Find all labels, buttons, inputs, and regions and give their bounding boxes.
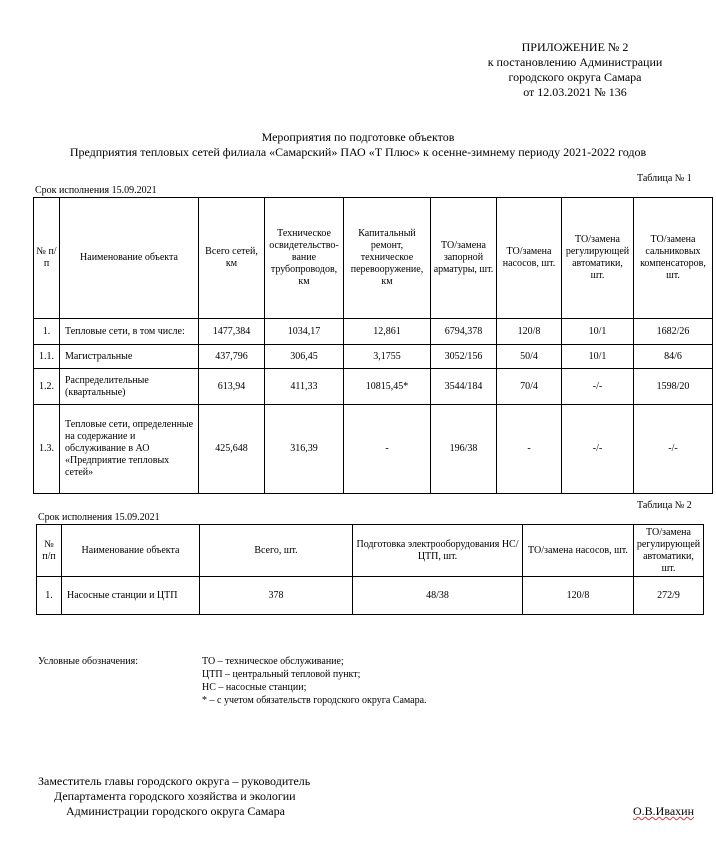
cell-total: 378 (200, 577, 353, 615)
table2-header-num: № п/п (37, 525, 62, 577)
cell-compensators: 1682/26 (634, 319, 713, 345)
cell-pumps: 120/8 (497, 319, 562, 345)
cell-inspection: 316,39 (265, 405, 344, 494)
cell-automation: 10/1 (562, 345, 634, 369)
table-row (34, 405, 713, 494)
cell-num: 1.1. (34, 345, 60, 369)
cell-compensators: -/- (634, 405, 713, 494)
cell-pumps: - (497, 405, 562, 494)
legend-label: Условные обозначения: (38, 656, 139, 667)
legend-item: ТО – техническое обслуживание; (202, 656, 344, 667)
table2-deadline: Срок исполнения 15.09.2021 (38, 512, 160, 523)
table2-label: Таблица № 2 (637, 500, 692, 511)
legend-list (202, 655, 602, 707)
table2-header-pumps: ТО/замена насосов, шт. (523, 525, 634, 577)
cell-name: Магистральные (60, 345, 199, 369)
cell-name: Распределительные (квартальные) (60, 369, 199, 405)
signature-line-2: Департамента городского хозяйства и экологии (54, 789, 296, 803)
table-row (34, 345, 713, 369)
table1-deadline: Срок исполнения 15.09.2021 (35, 185, 157, 196)
cell-inspection: 306,45 (265, 345, 344, 369)
table2-header-name: Наименование объекта (62, 525, 200, 577)
cell-pumps: 120/8 (523, 577, 634, 615)
legend-item: ЦТП – центральный тепловой пункт; (202, 669, 361, 680)
table1-header-pumps: ТО/замена насосов, шт. (497, 198, 562, 319)
cell-automation: -/- (562, 369, 634, 405)
cell-automation: 272/9 (634, 577, 704, 615)
appendix-header (440, 40, 710, 100)
cell-num: 1. (34, 319, 60, 345)
table1-header-num: № п/п (34, 198, 60, 319)
cell-automation: -/- (562, 405, 634, 494)
table1-header-row (34, 198, 713, 319)
table1-header-automation: ТО/замена регулирующей автоматики, шт. (562, 198, 634, 319)
cell-repair: 3,1755 (344, 345, 431, 369)
table1-header-total: Всего сетей, км (199, 198, 265, 319)
cell-inspection: 1034,17 (265, 319, 344, 345)
title-line-2: Предприятия тепловых сетей филиала «Самарский» ПАО «Т Плюс» к осенне-зимнему периоду 2021-2022 годов (69, 145, 647, 159)
cell-valves: 3052/156 (431, 345, 497, 369)
cell-valves: 3544/184 (431, 369, 497, 405)
cell-total: 613,94 (199, 369, 265, 405)
table2-header-electrical: Подготовка электрооборудования НС/ЦТП, шт. (353, 525, 523, 577)
cell-compensators: 84/6 (634, 345, 713, 369)
cell-num: 1. (37, 577, 62, 615)
cell-valves: 196/38 (431, 405, 497, 494)
legend-item: * – с учетом обязательств городского округа Самара. (202, 695, 427, 706)
cell-valves: 6794,378 (431, 319, 497, 345)
cell-repair: - (344, 405, 431, 494)
cell-electrical: 48/38 (353, 577, 523, 615)
signature-line-3: Администрации городского округа Самара (66, 804, 285, 818)
table1-header-valves: ТО/замена запорной арматуры, шт. (431, 198, 497, 319)
appendix-line-2: к постановлению Администрации (487, 55, 663, 69)
table-row (34, 369, 713, 405)
table1-header-name: Наименование объекта (60, 198, 199, 319)
cell-automation: 10/1 (562, 319, 634, 345)
table1-label: Таблица № 1 (637, 173, 692, 184)
cell-repair: 12,861 (344, 319, 431, 345)
table-row (37, 577, 704, 615)
cell-inspection: 411,33 (265, 369, 344, 405)
cell-name: Насосные станции и ЦТП (62, 577, 200, 615)
appendix-line-3: городского округа Самара (508, 70, 642, 84)
table2-header-automation: ТО/замена регулирующей автоматики, шт. (634, 525, 704, 577)
cell-num: 1.3. (34, 405, 60, 494)
table-row (34, 319, 713, 345)
cell-total: 425,648 (199, 405, 265, 494)
signature-line-1: Заместитель главы городского округа – руководитель (38, 774, 311, 788)
legend-item: НС – насосные станции; (202, 682, 307, 693)
table2-header-row (37, 525, 704, 577)
cell-repair: 10815,45* (344, 369, 431, 405)
cell-pumps: 50/4 (497, 345, 562, 369)
table-2 (36, 524, 704, 615)
cell-name: Тепловые сети, в том числе: (60, 319, 199, 345)
table-1 (33, 197, 713, 494)
cell-name: Тепловые сети, определенные на содержание и обслуживание в АО «Предприятие тепловых сетей» (60, 405, 199, 494)
table1-header-compensators: ТО/замена сальниковых компенсаторов, шт. (634, 198, 713, 319)
table2-header-total: Всего, шт. (200, 525, 353, 577)
cell-compensators: 1598/20 (634, 369, 713, 405)
title-line-1: Мероприятия по подготовке объектов (261, 130, 455, 144)
appendix-line-4: от 12.03.2021 № 136 (523, 85, 627, 99)
cell-num: 1.2. (34, 369, 60, 405)
cell-total: 1477,384 (199, 319, 265, 345)
document-title (0, 130, 716, 160)
cell-total: 437,796 (199, 345, 265, 369)
table1-header-repair: Капитальный ремонт, техническое перевооружение, км (344, 198, 431, 319)
cell-pumps: 70/4 (497, 369, 562, 405)
signatory-name: О.В.Ивахин (633, 804, 695, 818)
appendix-line-1: ПРИЛОЖЕНИЕ № 2 (521, 40, 629, 54)
table1-header-inspection: Техническое освидетельство-вание трубопроводов, км (265, 198, 344, 319)
